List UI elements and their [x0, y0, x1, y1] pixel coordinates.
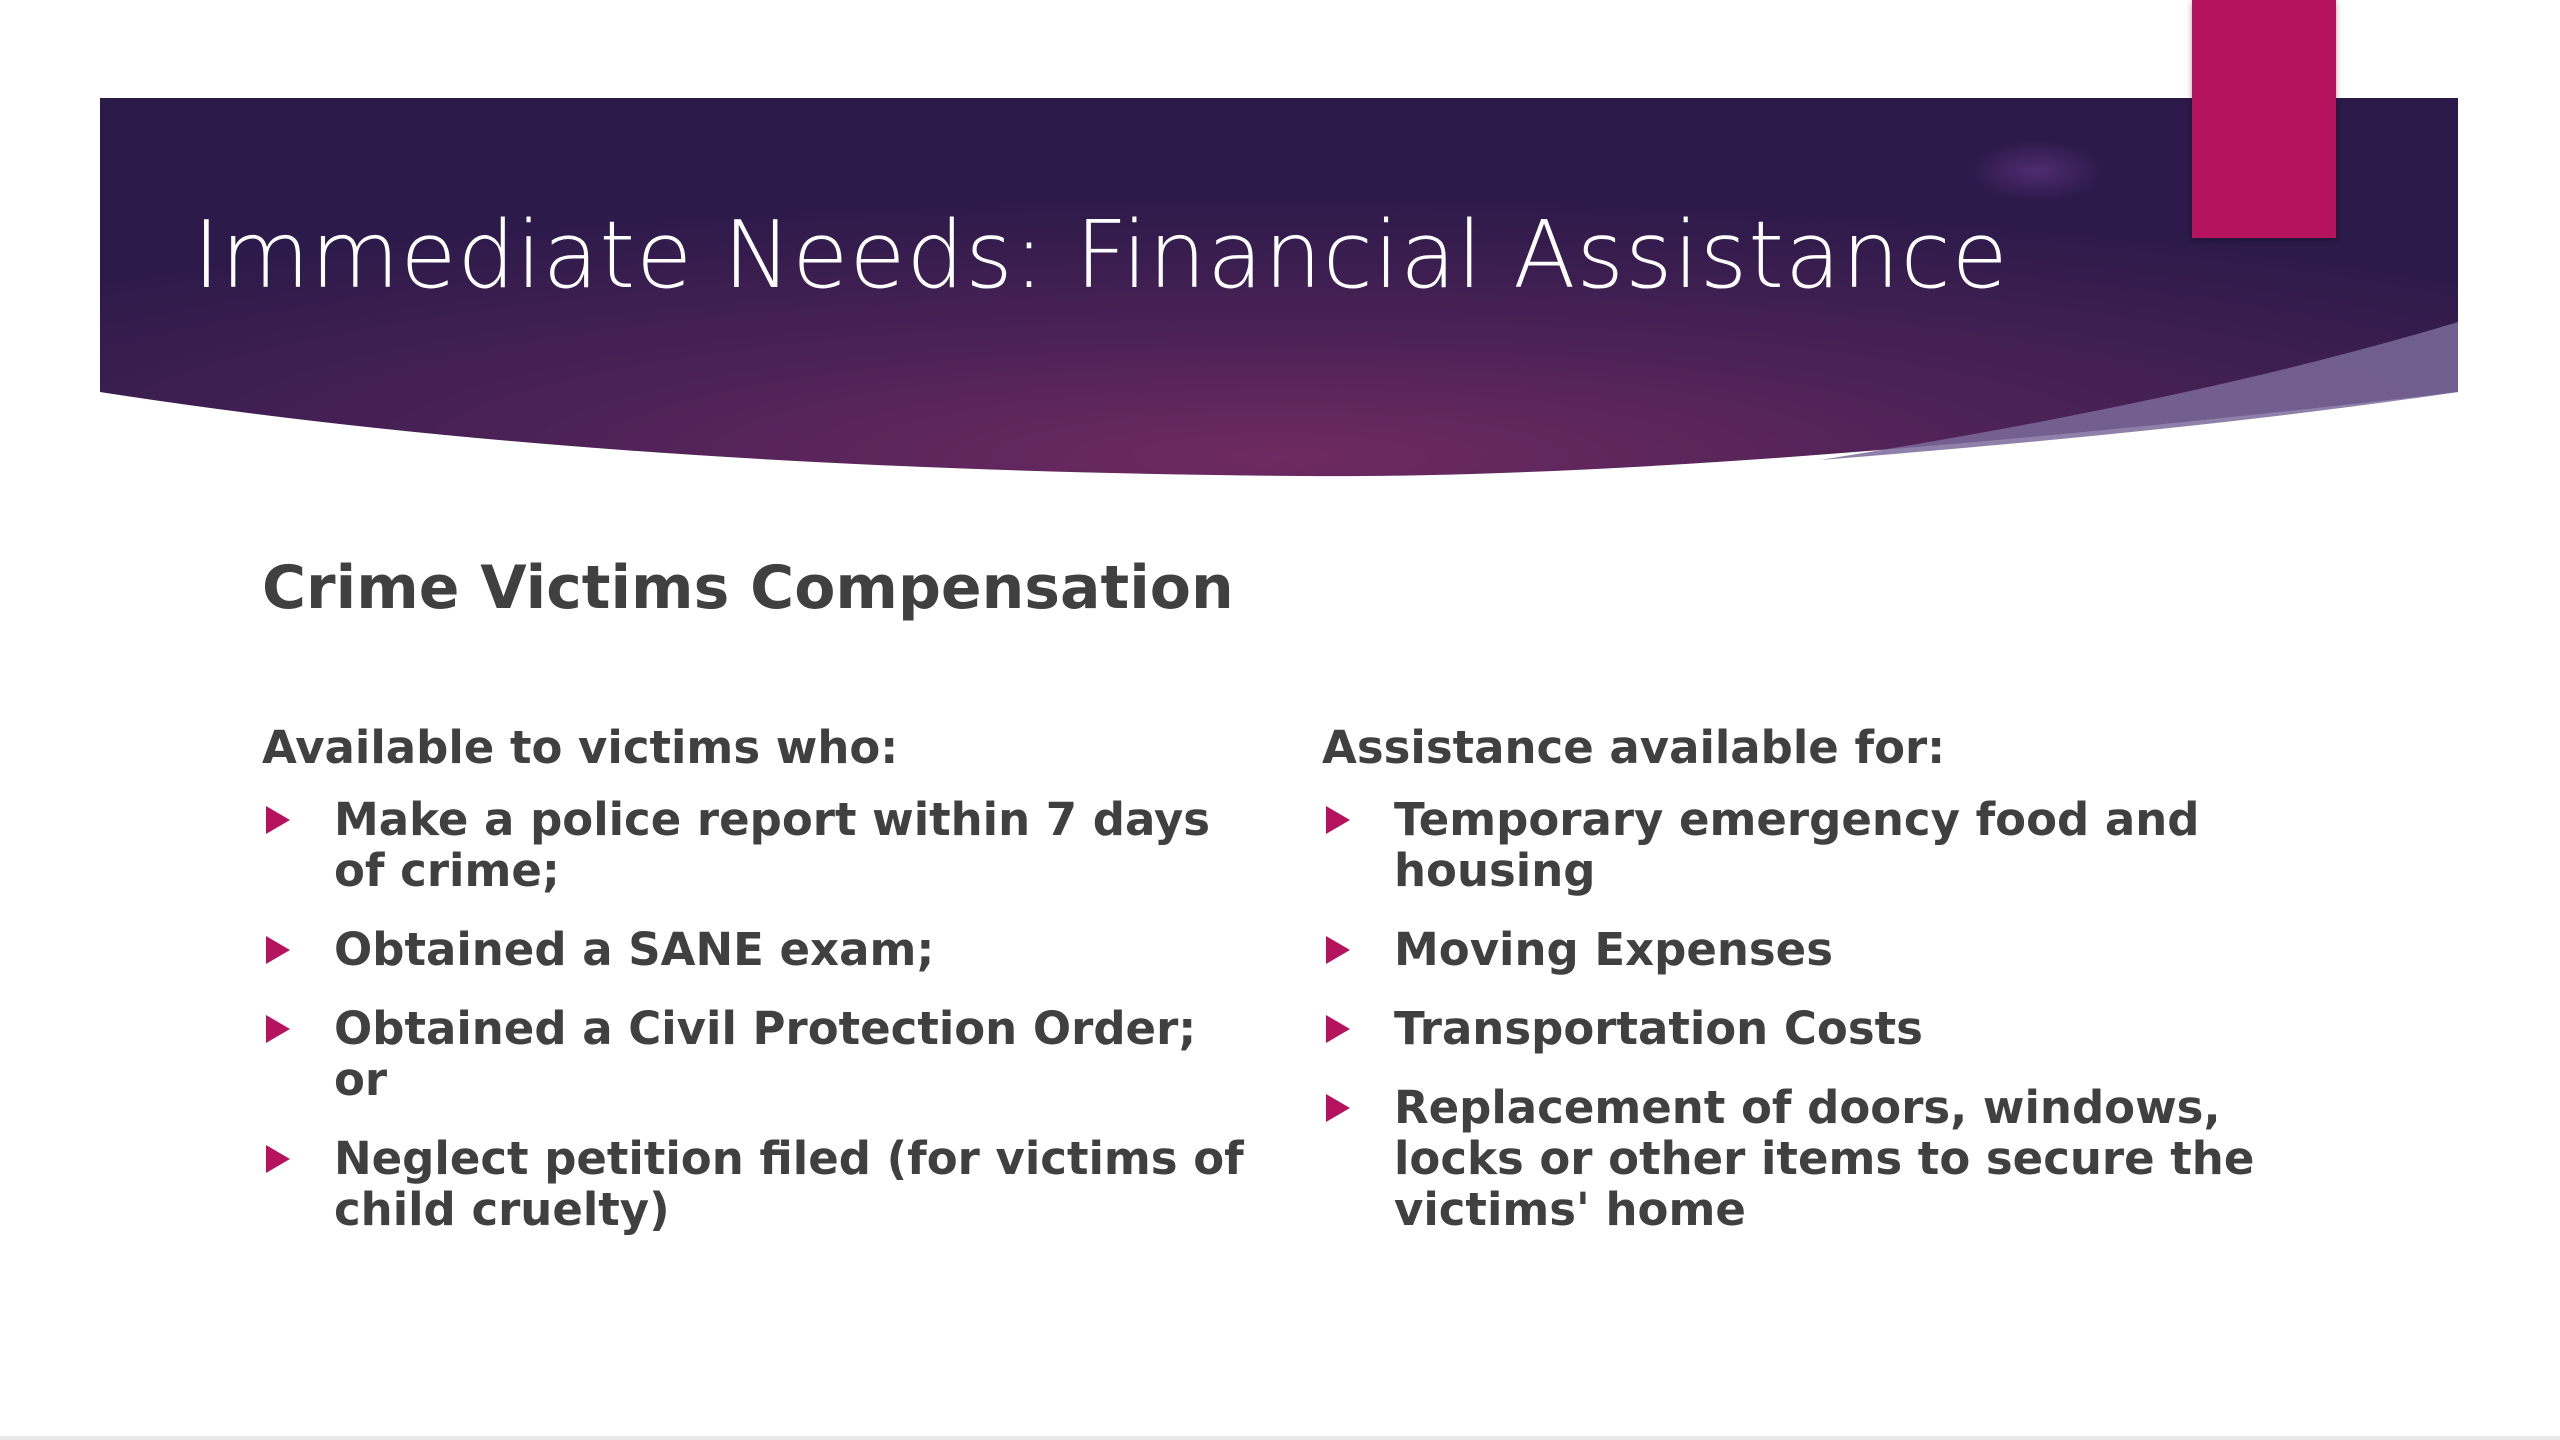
right-column	[1322, 718, 2322, 1263]
triangle-right-icon	[266, 936, 290, 964]
list-item	[262, 924, 1262, 975]
list-item-text: Make a police report within 7 days of crime;	[334, 793, 1211, 897]
left-column-heading: Available to victims who:	[262, 721, 899, 774]
list-item-text: Moving Expenses	[1394, 923, 1833, 976]
triangle-right-icon	[266, 1145, 290, 1173]
list-item-text: Temporary emergency food and housing	[1394, 793, 2200, 897]
triangle-right-icon	[1326, 1094, 1350, 1122]
slide-subtitle: Crime Victims Compensation	[262, 553, 1234, 623]
list-item	[1322, 1082, 2322, 1235]
left-bullet-list	[262, 794, 1262, 1235]
list-item	[262, 794, 1262, 896]
list-item	[1322, 1003, 2322, 1054]
triangle-right-icon	[1326, 806, 1350, 834]
list-item-text: Obtained a Civil Protection Order; or	[334, 1002, 1197, 1106]
list-item-text: Neglect petition filed (for victims of child cruelty)	[334, 1132, 1244, 1236]
left-column	[262, 718, 1262, 1263]
list-item	[262, 1003, 1262, 1105]
right-bullet-list	[1322, 794, 2322, 1235]
bottom-divider	[0, 1436, 2560, 1440]
list-item	[1322, 924, 2322, 975]
triangle-right-icon	[266, 1015, 290, 1043]
list-item-text: Obtained a SANE exam;	[334, 923, 935, 976]
triangle-right-icon	[266, 806, 290, 834]
list-item	[1322, 794, 2322, 896]
list-item-text: Transportation Costs	[1394, 1002, 1923, 1055]
right-column-heading: Assistance available for:	[1322, 721, 1946, 774]
triangle-right-icon	[1326, 1015, 1350, 1043]
list-item-text: Replacement of doors, windows, locks or other items to secure the victims' home	[1394, 1081, 2255, 1236]
slide-title: Immediate Needs: Financial Assistance	[193, 201, 2009, 309]
accent-tab	[2192, 0, 2336, 238]
triangle-right-icon	[1326, 936, 1350, 964]
list-item	[262, 1133, 1262, 1235]
